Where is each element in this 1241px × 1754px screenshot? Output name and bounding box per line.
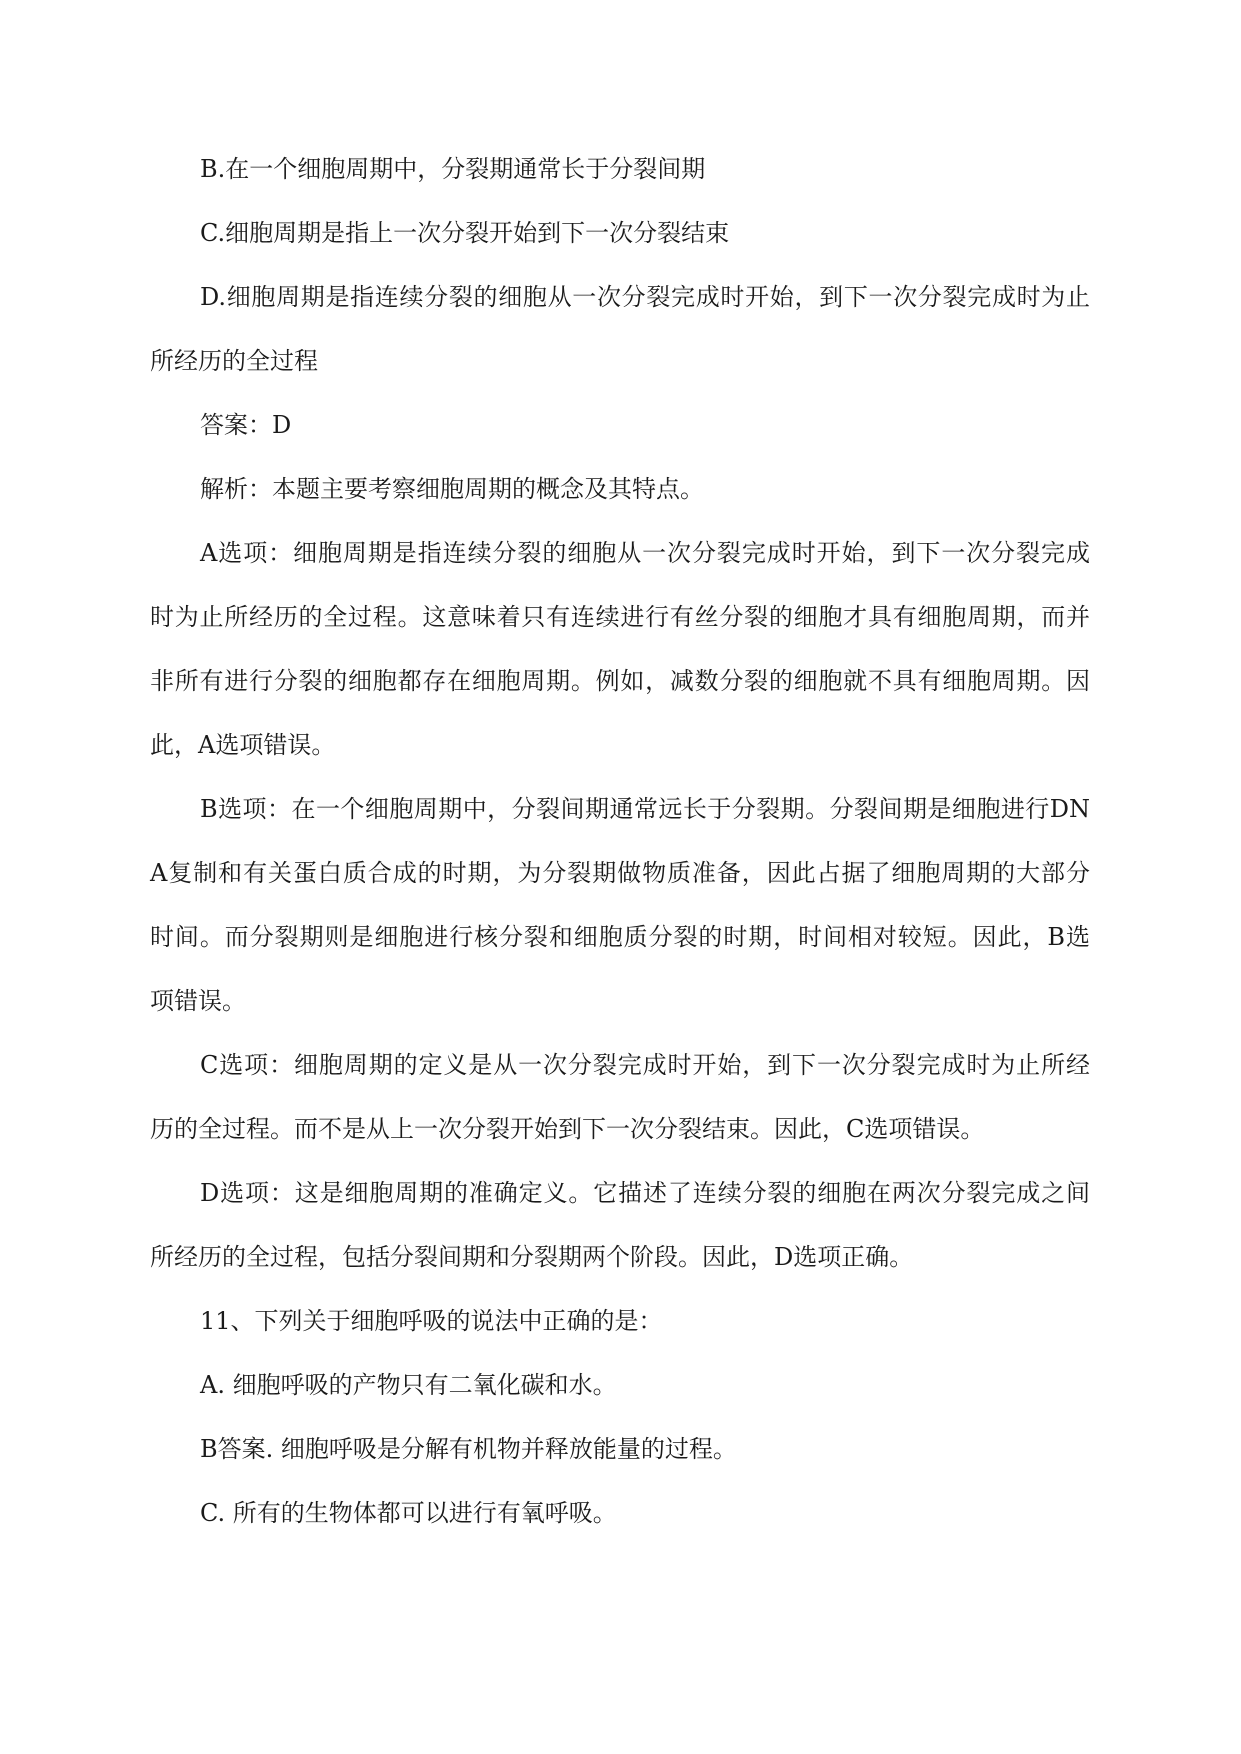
text-line: A. 细胞呼吸的产物只有二氧化碳和水。: [200, 1371, 617, 1399]
text-line: 非所有进行分裂的细胞都存在细胞周期。例如，减数分裂的细胞就不具有细胞周期。因: [150, 667, 1090, 695]
text-line: 历的全过程。而不是从上一次分裂开始到下一次分裂结束。因此，C选项错误。: [150, 1115, 985, 1143]
q11-option-c-text: [150, 1481, 1090, 1545]
answer-text: [150, 393, 1090, 457]
text-line: 项错误。: [150, 987, 246, 1015]
text-line: D.细胞周期是指连续分裂的细胞从一次分裂完成时开始，到下一次分裂完成时为止: [200, 283, 1090, 311]
option-d-text: [150, 265, 1090, 393]
text-line: B.在一个细胞周期中，分裂期通常长于分裂间期: [200, 155, 706, 183]
text-line: C.细胞周期是指上一次分裂开始到下一次分裂结束: [200, 219, 730, 247]
text-line: B选项：在一个细胞周期中，分裂间期通常远长于分裂期。分裂间期是细胞进行DN: [200, 795, 1090, 823]
text-line: 所经历的全过程: [150, 347, 318, 375]
analysis-d-text: [150, 1161, 1090, 1289]
option-b-text: [150, 137, 1090, 201]
text-line: 所经历的全过程，包括分裂间期和分裂期两个阶段。因此，D选项正确。: [150, 1243, 914, 1271]
analysis-a-text: [150, 521, 1090, 777]
text-line: 时间。而分裂期则是细胞进行核分裂和细胞质分裂的时期，时间相对较短。因此，B选: [150, 923, 1090, 951]
text-line: C选项：细胞周期的定义是从一次分裂完成时开始，到下一次分裂完成时为止所经: [200, 1051, 1090, 1079]
text-line: A复制和有关蛋白质合成的时期，为分裂期做物质准备，因此占据了细胞周期的大部分: [150, 859, 1090, 887]
text-line: 答案：D: [200, 411, 292, 439]
q11-option-b-text: [150, 1417, 1090, 1481]
text-line: B答案. 细胞呼吸是分解有机物并释放能量的过程。: [200, 1435, 737, 1463]
text-line: D选项：这是细胞周期的准确定义。它描述了连续分裂的细胞在两次分裂完成之间: [200, 1179, 1090, 1207]
text-line: 解析：本题主要考察细胞周期的概念及其特点。: [200, 475, 704, 503]
analysis-intro-text: [150, 457, 1090, 521]
text-line: C. 所有的生物体都可以进行有氧呼吸。: [200, 1499, 617, 1527]
option-c-text: [150, 201, 1090, 265]
text-line: 此，A选项错误。: [150, 731, 336, 759]
analysis-c-text: [150, 1033, 1090, 1161]
text-line: 时为止所经历的全过程。这意味着只有连续进行有丝分裂的细胞才具有细胞周期，而并: [150, 603, 1090, 631]
analysis-b-text: [150, 777, 1090, 1033]
text-line: 11、下列关于细胞呼吸的说法中正确的是：: [200, 1307, 663, 1335]
text-line: A选项：细胞周期是指连续分裂的细胞从一次分裂完成时开始，到下一次分裂完成: [200, 539, 1090, 567]
document-page: [150, 137, 1090, 1545]
q11-option-a-text: [150, 1353, 1090, 1417]
question-11-text: [150, 1289, 1090, 1353]
